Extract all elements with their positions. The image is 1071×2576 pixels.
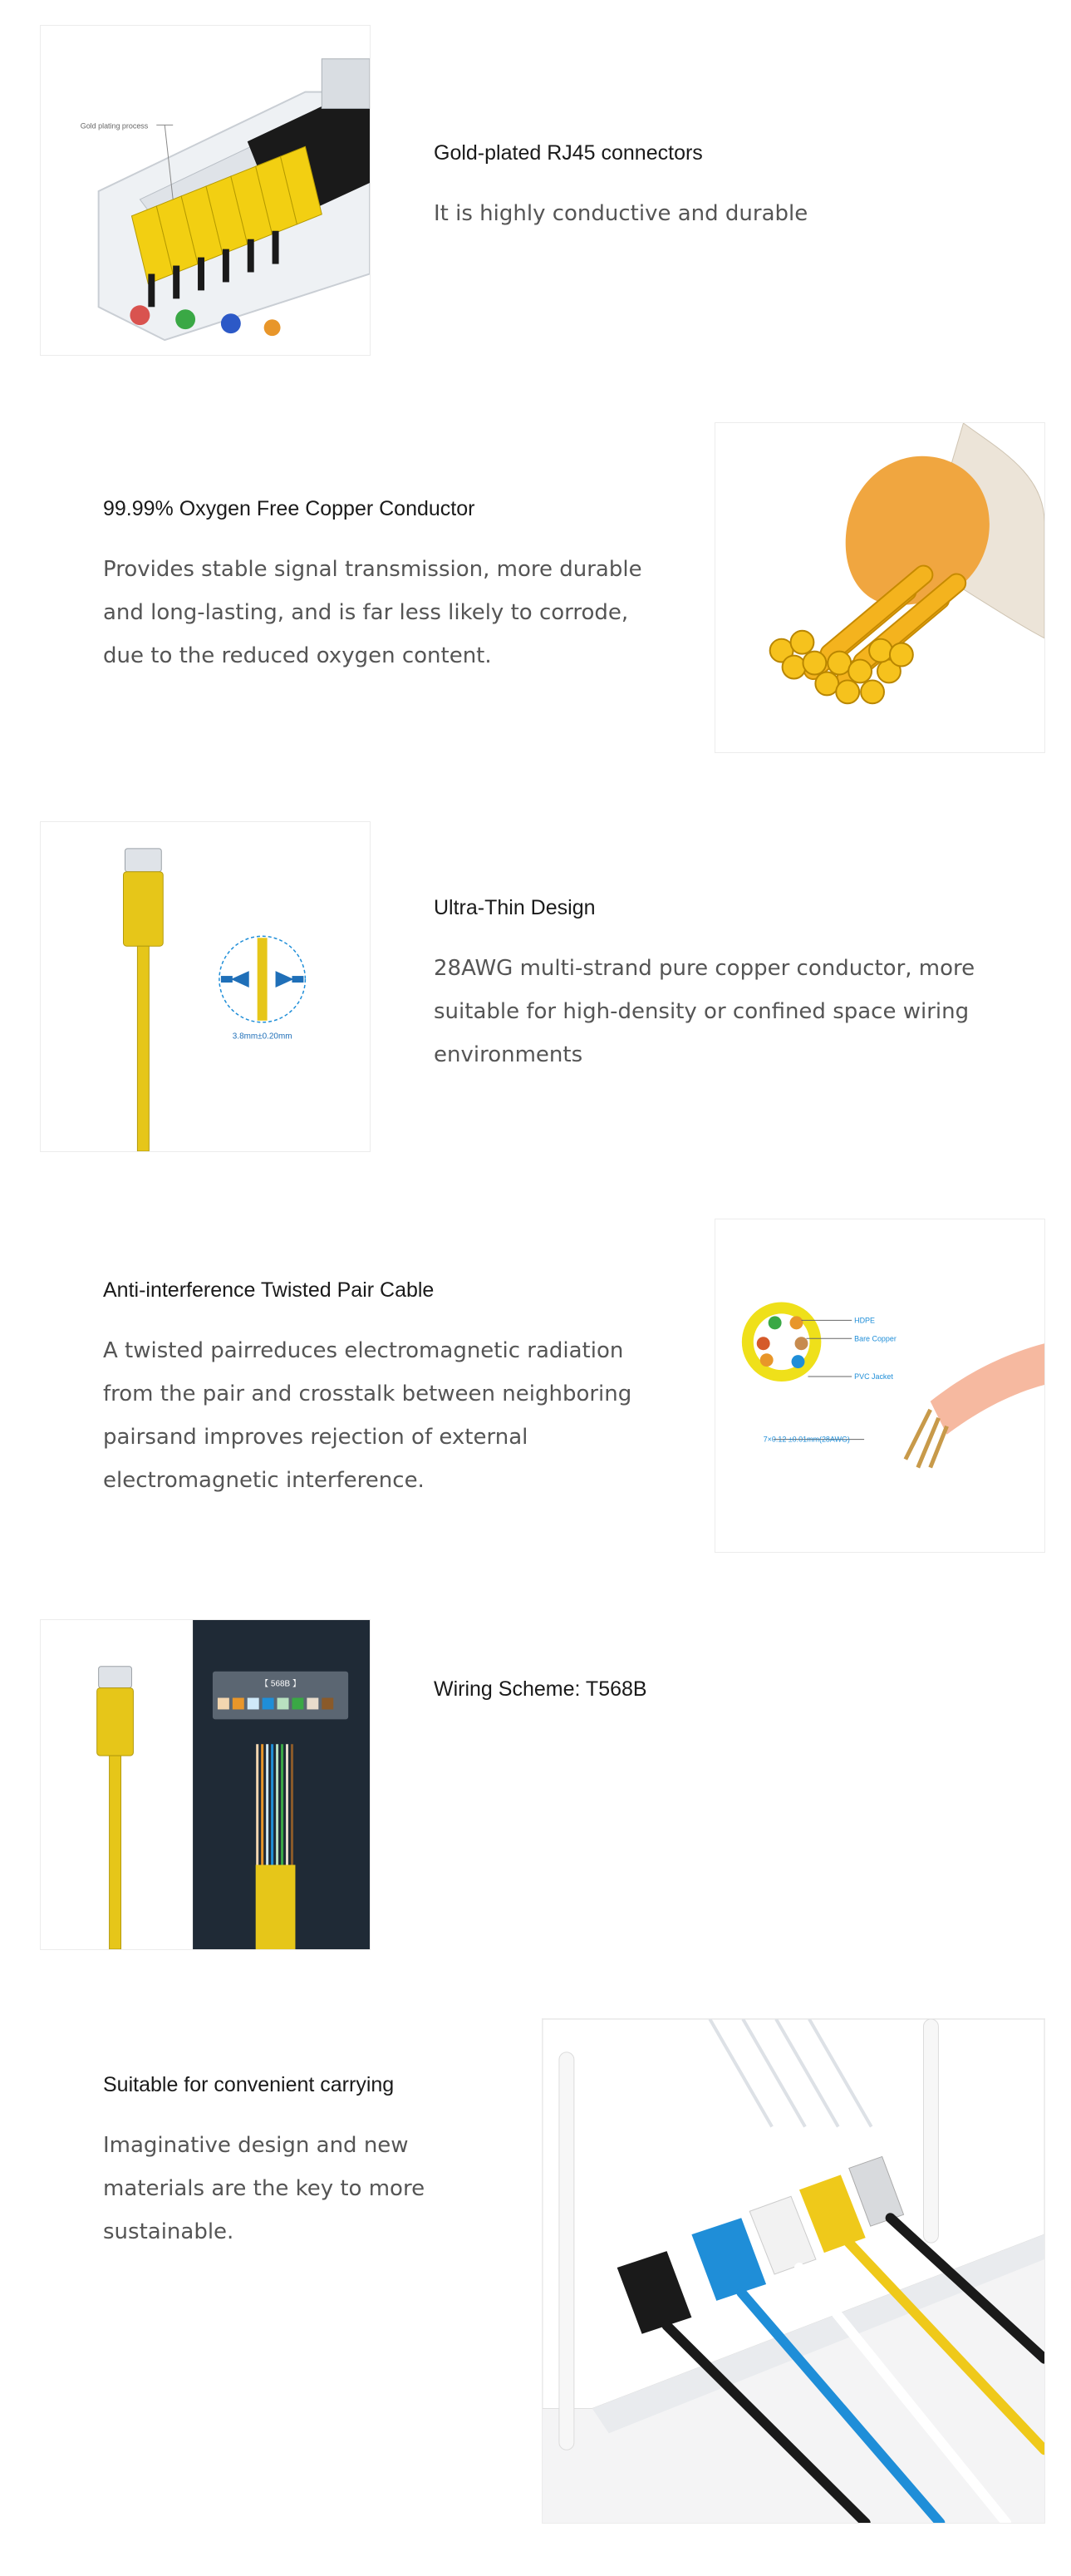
gold-plating-label: Gold plating process <box>80 121 149 131</box>
feature-copper-conductor <box>0 399 1071 798</box>
feature-ultra-thin <box>0 798 1071 1197</box>
twisted-pair-image <box>715 1219 1045 1553</box>
bare-copper-label: Bare Copper <box>854 1334 897 1343</box>
feature-title: 99.99% Oxygen Free Copper Conductor <box>103 497 475 520</box>
feature-twisted-pair <box>0 1197 1071 1596</box>
rj45-connector-image <box>40 25 371 356</box>
cable-cross-section-illustration <box>715 1219 1044 1552</box>
conductor-spec-label: 7×0.12 ±0.01mm(28AWG) <box>763 1435 850 1444</box>
router-with-cables-illustration <box>543 2019 1044 2523</box>
feature-description: Imaginative design and new materials are the key to more sustainable. <box>103 2132 425 2244</box>
ultra-thin-cable-image <box>40 821 371 1152</box>
feature-title: Anti-interference Twisted Pair Cable <box>103 1278 435 1302</box>
router-cables-image <box>542 2018 1045 2524</box>
thin-cable-illustration <box>41 822 370 1151</box>
feature-text <box>103 495 668 677</box>
feature-text <box>434 1676 1015 1728</box>
feature-gold-plated-connectors <box>0 0 1071 399</box>
feature-text <box>103 1277 668 1502</box>
t568b-illustration <box>41 1620 370 1949</box>
hdpe-label: HDPE <box>854 1316 875 1325</box>
feature-wiring-scheme <box>0 1596 1071 1995</box>
feature-text <box>434 140 1015 235</box>
feature-description: 28AWG multi-strand pure copper conductor, more suitable for high-density or confined space wiring environments <box>434 955 975 1067</box>
diameter-label: 3.8mm±0.20mm <box>232 1032 292 1042</box>
t568b-label: 【 568B 】 <box>260 1679 301 1689</box>
copper-conductor-image <box>715 422 1045 753</box>
feature-text <box>103 2071 485 2253</box>
feature-description: Provides stable signal transmission, more durable and long-lasting, and is far less likely to corrode, due to the reduced oxygen content. <box>103 556 642 668</box>
copper-strands-illustration <box>715 423 1044 752</box>
feature-title: Ultra-Thin Design <box>434 896 596 919</box>
rj45-connector-illustration <box>41 26 370 355</box>
feature-convenient-carrying <box>0 1995 1071 2576</box>
feature-title: Gold-plated RJ45 connectors <box>434 141 703 165</box>
feature-title: Suitable for convenient carrying <box>103 2073 395 2096</box>
feature-description: A twisted pairreduces electromagnetic radiation from the pair and crosstalk between neighboring pairsand improves rejection of external electromagnetic interference. <box>103 1337 632 1493</box>
pvc-jacket-label: PVC Jacket <box>854 1372 893 1382</box>
feature-title: Wiring Scheme: T568B <box>434 1677 647 1701</box>
feature-description: It is highly conductive and durable <box>434 200 808 226</box>
wiring-scheme-image <box>40 1619 371 1950</box>
feature-text <box>434 894 1015 1076</box>
